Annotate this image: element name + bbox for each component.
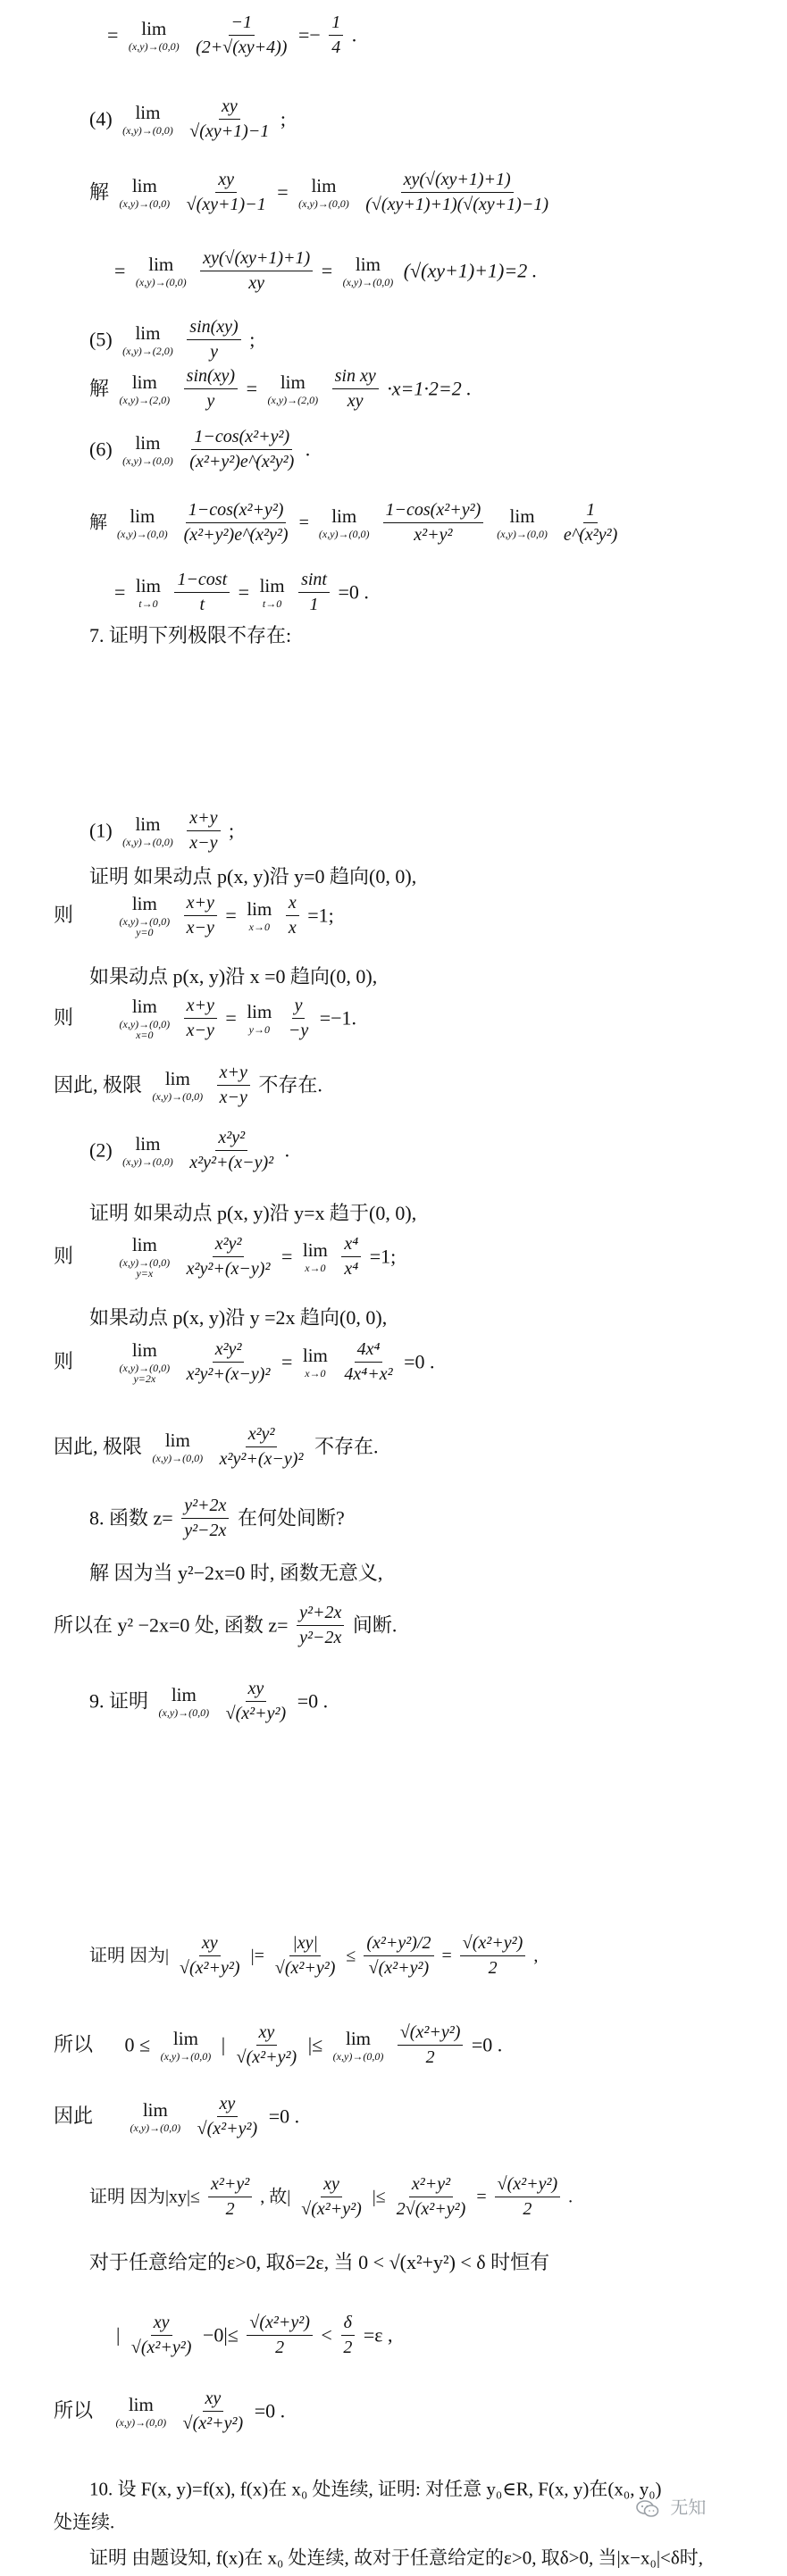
solution-8-line-1: [89, 1561, 382, 1584]
text: <: [321, 2323, 332, 2347]
text: =0 .: [254, 2399, 286, 2422]
fraction: $\frac{x+y}{x-y}$: [184, 893, 217, 938]
problem-6: [89, 427, 310, 472]
text: .: [568, 2187, 574, 2207]
solution-6-line-1: [89, 500, 624, 546]
text: 证明 因为|xy|≤: [89, 2187, 200, 2207]
text: .: [284, 1138, 290, 1162]
fraction: $\frac{\text{x²y²}}{\text{x²y²+(x−y)²}}$: [186, 1234, 271, 1279]
fraction: $\frac{x+y}{x-y}$: [187, 808, 220, 854]
text: 证明 如果动点 p(x, y)沿 y=x 趋于(0, 0),: [89, 1201, 417, 1224]
text: −0|≤: [202, 2323, 239, 2347]
fraction: $\frac{\sin(xy)}{y}$: [184, 366, 238, 412]
fraction: $\frac{\text{√(x²+y²)}}{2}$: [460, 1933, 526, 1979]
eq-line: [54, 1339, 435, 1385]
text: 所以: [54, 2033, 94, 2056]
limit-operator: lim (x,y)→(0,0): [122, 431, 173, 467]
text: 则: [54, 1245, 74, 1268]
text: .: [305, 438, 311, 461]
limit-operator: lim (x,y)→(0,0): [117, 504, 168, 540]
text: =: [298, 513, 309, 533]
fraction: $\frac{-1}{(2+√(xy+4))}$: [196, 13, 288, 57]
text: , 故|: [260, 2187, 291, 2207]
item-label: (5): [89, 328, 113, 351]
fraction: $\frac{\text{1−cos(x²+y²)}}{\text{x²+y²}}$: [383, 500, 484, 546]
fraction: $\frac{\text{4x⁴}}{\text{4x⁴+x²}}$: [344, 1339, 393, 1384]
solution-6-line-2: [114, 570, 369, 615]
fraction: $\frac{\text{x²+y²}}{\text{2√(x²+y²)}}$: [396, 2174, 466, 2219]
fraction: $\frac{xy}{√(xy+1)-1}$: [189, 96, 270, 141]
text: 不存在.: [258, 1073, 322, 1096]
text: 解 因为当 y²−2x=0 时, 函数无意义,: [89, 1561, 383, 1584]
text: =: [225, 1006, 237, 1030]
text: =−1.: [319, 1006, 357, 1030]
proof-9-line-2: 所以 0 ≤ lim (x,y)→(0,0) | $\frac{xy}{\text{√(x²+y²)}}$ |≤ lim (x,y)→(0,0) $\frac{\text{√(x²+y²)}}{2}$ =0 .: [54, 2022, 503, 2067]
text: =: [476, 2187, 487, 2207]
fraction: $\frac{\text{x²y²}}{\text{x²y²+(x−y)²}}$: [219, 1424, 304, 1469]
limit-operator: lim (x,y)→(2,0): [267, 371, 319, 406]
proof-10-line-1: [89, 2547, 703, 2569]
text: =: [441, 1946, 452, 1966]
proof-9-alt-line-4: [54, 2388, 285, 2434]
text: =0 .: [404, 1350, 435, 1373]
text: ·x=1·2=2 .: [387, 377, 472, 400]
text: ;: [280, 107, 286, 130]
fraction: $\frac{xy}{\text{√(x²+y²)}}$: [197, 2094, 258, 2138]
limit-operator: lim (x,y)→(0,0): [318, 504, 370, 540]
problem-5: [89, 317, 255, 363]
limit-operator: lim (x,y)→(0,0): [119, 174, 171, 210]
fraction: $\frac{\delta}{2}$: [340, 2313, 355, 2358]
text: 如果动点 p(x, y)沿 y =2x 趋向(0, 0),: [89, 1305, 388, 1329]
limit-operator: lim (x,y)→(0,0) x=0: [119, 995, 171, 1041]
text: 则: [54, 904, 74, 927]
fraction: $\frac{xy(√(xy+1)+1)}{xy}$: [200, 248, 313, 294]
text: 因此, 极限: [54, 1435, 143, 1458]
limit-operator: lim (x,y)→(0,0): [152, 1067, 204, 1103]
proof-9-line-3: [54, 2094, 299, 2139]
fraction: $\frac{\text{y²+2x}}{\text{y²−2x}}$: [297, 1603, 344, 1648]
text: |: [116, 2323, 121, 2347]
equals-sign: =: [114, 259, 126, 282]
proof-9-alt-line-3: [116, 2313, 392, 2358]
text: =0 .: [338, 580, 369, 604]
problem-8: [89, 1496, 345, 1541]
text: =1;: [307, 904, 334, 927]
problem-4: [89, 96, 286, 142]
limit-operator: lim t→0: [135, 574, 161, 610]
solution-5: [89, 366, 472, 412]
eq-line: [54, 996, 356, 1041]
problem-7-2: [89, 1128, 289, 1173]
limit-operator: lim y→0: [247, 1000, 272, 1036]
fraction: $\frac{\text{1−cos(x²+y²)}}{\text{(x²+y²)e\textasciicircum{}(x²y²)}}$: [189, 427, 295, 471]
eq-line: [54, 893, 334, 938]
fraction: $\frac{xy}{\text{√(x²+y²)}}$: [182, 2388, 244, 2433]
text: =1;: [369, 1245, 397, 1268]
text: 7. 证明下列极限不存在:: [89, 623, 292, 646]
solution-8-line-2: [54, 1603, 397, 1648]
text: 对于任意给定的ε>0, 取δ=2ε, 当 0 < √(x²+y²) < δ 时恒有: [89, 2250, 550, 2273]
fraction: $\frac{xy}{\text{√(x²+y²)}}$: [225, 1679, 287, 1723]
text: 处连续.: [54, 2511, 115, 2533]
section-7-heading: [89, 623, 291, 646]
problem-9: [89, 1679, 328, 1724]
fraction: $\frac{y}{-y}$: [288, 996, 309, 1040]
fraction: $\frac{xy}{\text{√(x²+y²)}}$: [130, 2313, 192, 2357]
watermark-text: 无知: [670, 2497, 707, 2518]
limit-operator: lim (x,y)→(0,0): [332, 2027, 384, 2063]
fraction: $\frac{\text{√(x²+y²)}}{2}$: [247, 2313, 313, 2358]
text: 则: [54, 1350, 74, 1373]
text: =0 .: [297, 1689, 329, 1713]
text: =−: [297, 23, 321, 46]
fraction: $\frac{1}{4}$: [329, 13, 343, 58]
text: =: [321, 259, 333, 282]
limit-operator: lim (x,y)→(0,0): [152, 1429, 204, 1464]
fraction: $\frac{xy}{\text{√(x²+y²)}}$: [180, 1933, 240, 1978]
equals-sign: =: [107, 23, 119, 46]
text: 9. 证明: [89, 1689, 149, 1713]
limit-operator: lim (x,y)→(0,0): [122, 813, 173, 848]
eq-line: [54, 1234, 396, 1280]
text: 证明 如果动点 p(x, y)沿 y=0 趋向(0, 0),: [89, 864, 417, 888]
limit-operator: lim (x,y)→(0,0): [115, 2393, 167, 2429]
conclusion-line: [54, 1063, 322, 1108]
fraction: $\frac{\text{√(x²+y²)}}{2}$: [495, 2174, 561, 2220]
proof-line: [89, 1305, 387, 1329]
text: 间断.: [352, 1613, 398, 1637]
text: 则: [54, 1006, 74, 1030]
limit-operator: lim (x,y)→(2,0): [119, 371, 171, 406]
limit-operator: lim (x,y)→(0,0): [128, 17, 180, 53]
text: 所以在 y² −2x=0 处, 函数 z=: [54, 1613, 289, 1637]
wechat-icon: [636, 2499, 659, 2519]
proof-line: [89, 1201, 416, 1224]
text: 不存在.: [314, 1435, 379, 1458]
limit-operator: lim (x,y)→(0,0): [122, 101, 173, 137]
text: 如果动点 p(x, y)沿 x =0 趋向(0, 0),: [89, 964, 378, 988]
fraction: $\frac{\sin(xy)}{y}$: [187, 317, 240, 363]
fraction: $\frac{x}{x}$: [286, 893, 299, 938]
watermark: [636, 2493, 706, 2519]
proof-9-alt-line-1: [89, 2174, 573, 2220]
text: |=: [250, 1946, 264, 1966]
fraction: $\frac{\text{y²+2x}}{\text{y²−2x}}$: [181, 1496, 229, 1541]
text: =: [280, 1245, 293, 1268]
solution-4-line-2: [114, 248, 537, 294]
fraction: $\frac{\text{x²y²}}{\text{x²y²+(x−y)²}}$: [186, 1339, 271, 1384]
text: =: [238, 580, 250, 604]
text: =ε ,: [363, 2323, 393, 2347]
fraction: $\frac{|xy|}{\text{√(x²+y²)}}$: [274, 1933, 336, 1978]
text: =: [225, 904, 237, 927]
equals-sign: =: [114, 580, 126, 604]
solution-4-line-1: [89, 170, 555, 215]
fraction: $\frac{xy}{√(xy+1)-1}$: [186, 170, 266, 214]
text: =0 .: [471, 2033, 503, 2056]
eq-line-1: [107, 13, 356, 58]
proof-line: [89, 864, 416, 888]
text: =0 .: [268, 2105, 300, 2128]
conclusion-line: [54, 1424, 378, 1470]
text: 证明 由题设知, f(x)在 x₀ 处连续, 故对于任意给定的ε>0, 取δ>0, 当|x−x₀|<δ时,: [89, 2547, 704, 2569]
text: |≤: [372, 2187, 386, 2207]
fraction: $\frac{xy}{\text{√(x²+y²)}}$: [301, 2174, 362, 2219]
problem-10-line-2: [54, 2511, 114, 2533]
limit-operator: lim (x,y)→(0,0): [298, 174, 349, 210]
limit-operator: lim (x,y)→(0,0): [158, 1683, 210, 1719]
fraction: $\frac{x+y}{x-y}$: [184, 996, 217, 1041]
fraction: $\frac{\text{x²y²}}{\text{x²y²+(x−y)²}}$: [189, 1128, 274, 1172]
fraction: $\frac{x+y}{x-y}$: [217, 1063, 250, 1108]
text: 10. 设 F(x, y)=f(x), f(x)在 x₀ 处连续, 证明: 对任意 y₀∈R, F(x, y)在(x₀, y₀): [89, 2478, 662, 2500]
limit-operator: lim (x,y)→(0,0): [135, 253, 187, 288]
fraction: $\frac{\text{sin xy}}{xy}$: [332, 366, 379, 412]
text: ;: [229, 819, 235, 842]
limit-operator: lim (x,y)→(0,0): [497, 504, 548, 540]
limit-operator: lim x→0: [247, 897, 272, 933]
text: =: [277, 180, 289, 204]
text: 所以: [54, 2399, 94, 2422]
fraction: $\frac{\text{√(x²+y²)}}{2}$: [398, 2022, 464, 2068]
text: ≤: [346, 1946, 356, 1966]
fraction: $\frac{\text{x²+y²}}{2}$: [208, 2174, 252, 2220]
fraction: $\frac{\text{1−cos(x²+y²)}}{\text{(x²+y²)e\textasciicircum{}(x²y²)}}$: [183, 500, 289, 545]
text: |≤: [307, 2033, 323, 2056]
text: ;: [249, 328, 255, 351]
item-label: (2): [89, 1138, 113, 1162]
fraction: $\frac{1-\cos t}{t}$: [174, 570, 230, 615]
text: 0 ≤: [124, 2033, 151, 2056]
text: 8. 函数 z=: [89, 1506, 173, 1530]
limit-operator: lim (x,y)→(0,0): [122, 1132, 173, 1168]
text: =: [280, 1350, 293, 1373]
limit-operator: lim (x,y)→(0,0) y=2x: [119, 1338, 171, 1385]
problem-10-line-1: [89, 2478, 662, 2500]
fraction: $\frac{\sin t}{1}$: [298, 570, 330, 615]
fraction: $\frac{xy}{\text{√(x²+y²)}}$: [236, 2022, 297, 2067]
text: 证明 因为|: [89, 1946, 170, 1966]
proof-line: [89, 964, 377, 988]
limit-operator: lim (x,y)→(0,0): [160, 2027, 212, 2063]
limit-operator: lim x→0: [302, 1344, 328, 1380]
item-label: (4): [89, 107, 113, 130]
text: (√(xy+1)+1)=2 .: [403, 259, 538, 282]
solution-label: 解: [89, 513, 107, 533]
fraction: $\frac{1}{\text{e\textasciicircum{}(x²y²)}}$: [563, 500, 618, 545]
text: 在何处间断?: [237, 1506, 345, 1530]
limit-operator: lim (x,y)→(0,0): [130, 2098, 181, 2134]
item-label: (6): [89, 438, 113, 461]
proof-9-line-1: [89, 1933, 538, 1979]
limit-operator: lim x→0: [302, 1238, 328, 1274]
text: =: [246, 377, 257, 400]
limit-operator: lim (x,y)→(0,0): [342, 253, 394, 288]
item-label: (1): [89, 819, 113, 842]
text: 因此: [54, 2105, 94, 2128]
text: ,: [533, 1946, 539, 1966]
solution-label: 解: [89, 180, 110, 204]
limit-operator: lim (x,y)→(2,0): [122, 321, 173, 357]
text: 因此, 极限: [54, 1073, 143, 1096]
text: .: [351, 23, 357, 46]
problem-7-1: [89, 808, 234, 854]
fraction: $\frac{xy(√(xy+1)+1)}{(√(xy+1)+1)(√(xy+1)-1)}$: [365, 170, 548, 214]
solution-label: 解: [89, 377, 110, 400]
proof-9-alt-line-2: [89, 2250, 549, 2273]
limit-operator: lim (x,y)→(0,0) y=0: [119, 892, 171, 938]
fraction: $\frac{\text{(x²+y²)/2}}{\text{√(x²+y²)}}$: [364, 1933, 433, 1979]
fraction: $\frac{\text{x⁴}}{\text{x⁴}}$: [341, 1234, 361, 1280]
limit-operator: lim (x,y)→(0,0) y=x: [119, 1233, 171, 1280]
limit-operator: lim t→0: [259, 574, 285, 610]
